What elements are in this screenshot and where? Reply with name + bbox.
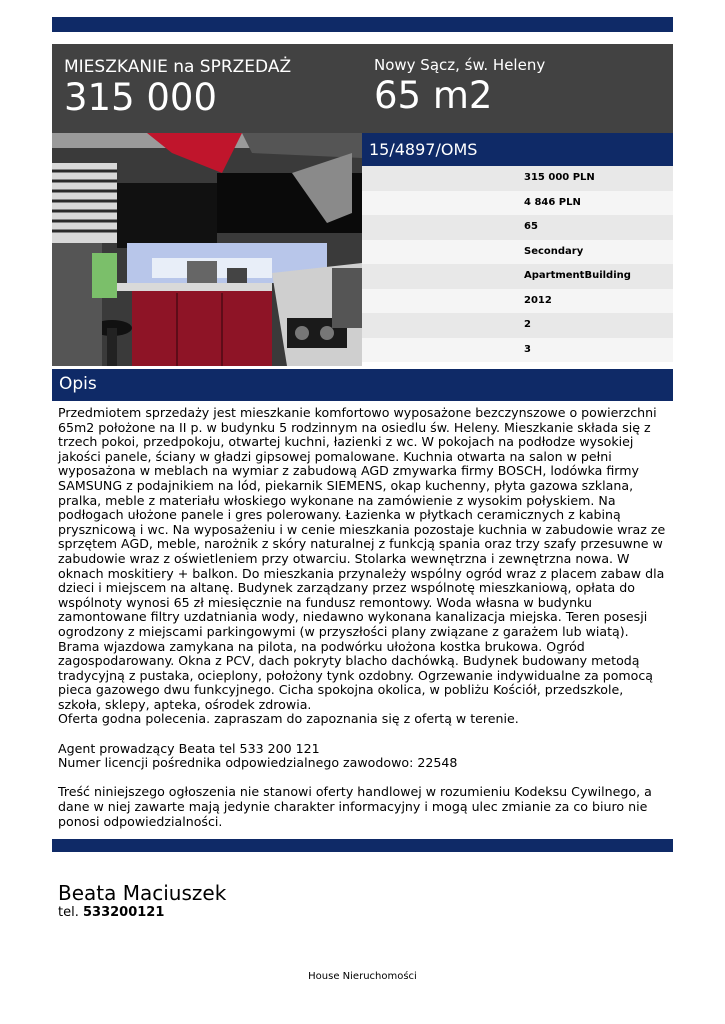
- description-body: [58, 406, 670, 844]
- description-agent-info: Agent prowadzący Beata tel 533 200 121 Numer licencji pośrednika odpowiedzialnego zawodowo: 22548: [58, 740, 458, 771]
- description-disclaimer: Treść niniejszego ogłoszenia nie stanowi oferty handlowej w rozumieniu Kodeksu Cywilnego, a dane w niej zawarte mają jedynie charakter informacyjny i mogą ulec zmianie za co biuro nie ponosi odpowiedzialności.: [58, 784, 652, 829]
- agent-name: Beata Maciuszek: [58, 881, 227, 905]
- listing-reference: 15/4897/OMS: [362, 133, 673, 166]
- param-floor: 2: [362, 313, 673, 338]
- description-main: Przedmiotem sprzedaży jest mieszkanie komfortowo wyposażone bezczynszowe o powierzchni 65m2 położone na II p. w budynku 5 rodzinnym na osiedlu św. Heleny. Mieszkanie składa się z trzech pokoi, przedpokoju, otwartej kuchni, łazienki z wc. W pokojach na podłodze wysokiej jakości panele, ściany w gładzi gipsowej pomalowane. Kuchnia otwarta na salon w pełni wyposażona w meblach na wymiar z zabudową AGD zmywarka firmy BOSCH, lodówka firmy SAMSUNG z podajnikiem na lód, piekarnik SIEMENS, okap kuchenny, płyta gazowa szklana, pralka, meble z materiału włoskiego wykonane na zamówienie z wysokim połyskiem. Na podłogach ułożone panele i gres polerowany. Łazienka w płytkach ceramicznych z kabiną prysznicową i wc. Na wyposażeniu i w cenie mieszkania pozostaje kuchnia w zabudowie wraz ze sprzętem AGD, meble, narożnik z skóry naturalnej z funkcją spania oraz trzy szafy przesuwne w zabudowie wraz z oświetleniem przy otwarciu. Stolarka wewnętrzna i zewnętrzna nowa. W oknach moskitiery + balkon. Do mieszkania przynależy wspólny ogród wraz z placem zabaw dla dzieci i miejscem na altanę. Budynek zarządzany przez wspólnotę mieszkaniową, opłata do wspólnoty wynosi 65 zł miesięcznie na fundusz remontowy. Woda własna w budynku zamontowane filtry uzdatniania wody, niedawno wykonana kanalizacja miejska. Teren posesji ogrodzony z miejscami parkingowymi (w przyszłości plany związane z garażem lub wiatą). Brama wjazdowa zamykana na pilota, na podwórku ułożona kostka brukowa. Ogród zagospodarowany. Okna z PCV, dach pokryty blacho dachówką. Budynek budowany metodą tradycyjną z pustaka, ocieplony, położony tynk ozdobny. Ogrzewanie indywidualne za pomocą pieca gazowego dwu funkcyjnego. Cicha spokojna okolica, w pobliżu Kościół, przedszkole, szkoła, sklepy, apteka, ośrodek zdrowia. Oferta godna polecenia. zapraszam do zapoznania się z ofertą w terenie.: [58, 405, 666, 727]
- listing-location: Nowy Sącz, św. Heleny: [374, 56, 546, 74]
- listing-price: 315 000: [64, 76, 218, 119]
- property-photo: [52, 133, 362, 366]
- listing-header: [52, 44, 673, 133]
- param-market: Secondary: [362, 240, 673, 265]
- param-building-type: ApartmentBuilding: [362, 264, 673, 289]
- param-area: 65: [362, 215, 673, 240]
- agent-phone-number: 533200121: [82, 905, 165, 920]
- bottom-bar: [52, 839, 673, 852]
- agent-phone: [58, 905, 164, 920]
- parameters-table: [362, 166, 673, 362]
- param-price: 315 000 PLN: [362, 166, 673, 191]
- param-year: 2012: [362, 289, 673, 314]
- listing-type: MIESZKANIE na SPRZEDAŻ: [64, 57, 292, 77]
- param-price-per-m2: 4 846 PLN: [362, 191, 673, 216]
- kitchen-photo-illustration: [52, 133, 362, 366]
- listing-area: 65 m2: [374, 74, 493, 117]
- top-bar: [52, 17, 673, 32]
- footer-agency: House Nieruchomości: [308, 971, 417, 982]
- param-rooms: 3: [362, 338, 673, 363]
- description-heading: Opis: [52, 369, 673, 401]
- agent-phone-label: tel.: [58, 905, 79, 920]
